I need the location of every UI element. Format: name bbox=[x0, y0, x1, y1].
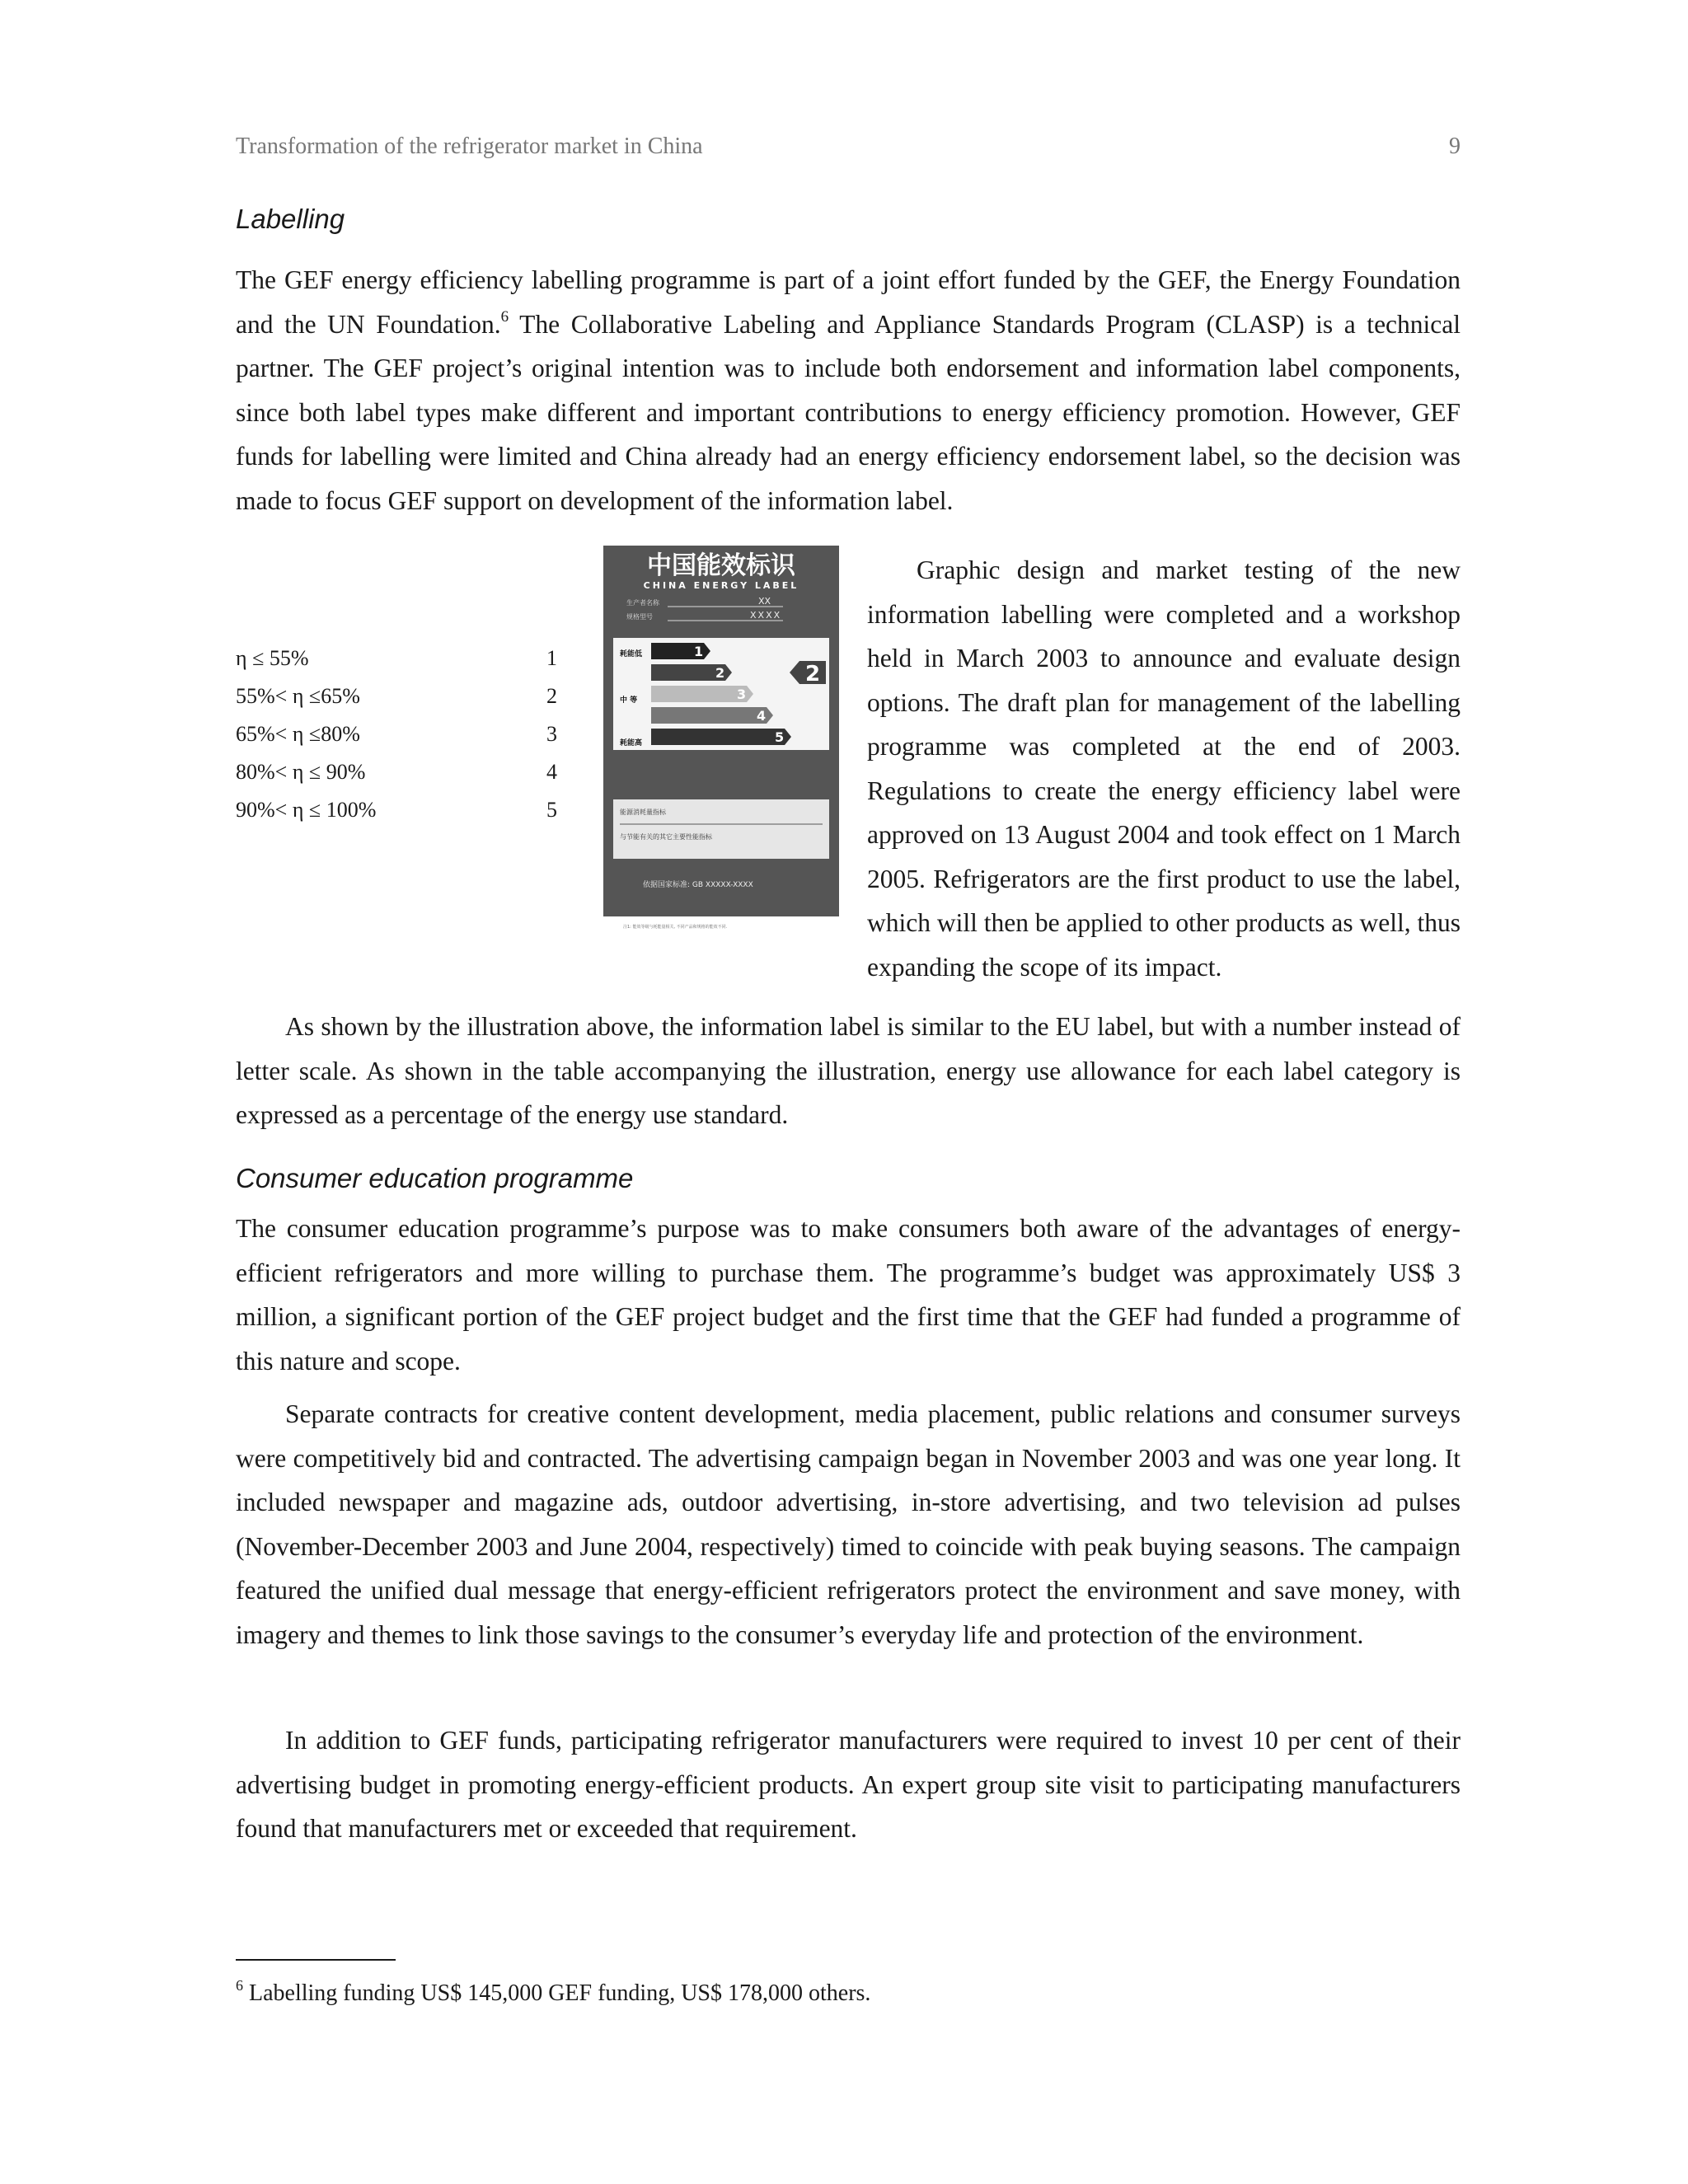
section-heading-labelling: Labelling bbox=[236, 204, 345, 234]
scale-range: 65%< η ≤80% bbox=[236, 722, 360, 746]
scale-range: 55%< η ≤65% bbox=[236, 684, 360, 708]
scale-class: 1 bbox=[546, 646, 557, 670]
page-number: 9 bbox=[1449, 134, 1461, 159]
labelling-paragraph-1 bbox=[236, 258, 1461, 523]
scale-class: 3 bbox=[546, 722, 557, 746]
labelling-paragraph-1-text-a: The GEF energy efficiency labelling programme is part of a joint effort funded by the GEF, the Energy Foundation and the UN Foundation. bbox=[236, 265, 1461, 339]
footnote-text: Labelling funding US$ 145,000 GEF funding, US$ 178,000 others. bbox=[243, 1980, 871, 2006]
grade-bar-number: 1 bbox=[694, 644, 704, 659]
document-page bbox=[236, 0, 1461, 2184]
scale-class: 5 bbox=[546, 798, 557, 822]
scale-class: 4 bbox=[546, 760, 557, 784]
label-scale-low: 耗能低 bbox=[620, 650, 643, 658]
footnote-reference[interactable]: 6 bbox=[500, 307, 509, 326]
label-title-en: CHINA ENERGY LABEL bbox=[643, 580, 799, 591]
label-scale-high: 耗能高 bbox=[620, 739, 643, 748]
grade-bar-number: 2 bbox=[715, 665, 725, 681]
consumer-paragraph-1: The consumer education programme’s purpose was to make consumers both aware of the advantages of energy-efficient refrigerators and more willing to purchase them. The programme’s budget was approximately US$ 3 million, a significant portion of the GEF project budget and the first time that the GEF had funded a programme of this nature and scope. bbox=[236, 1214, 1461, 1376]
labelling-paragraph-3: As shown by the illustration above, the information label is similar to the EU label, but with a number instead of letter scale. As shown in the table accompanying the illustration, energy use allowance for each label category is expressed as a percentage of the energy use standard. bbox=[236, 1012, 1461, 1129]
scale-range: 90%< η ≤ 100% bbox=[236, 798, 377, 822]
label-info1: 能源消耗量指标 bbox=[620, 808, 666, 816]
consumer-paragraph-2: Separate contracts for creative content development, media placement, public relations and consumer surveys were competitively bid and contracted. The advertising campaign began in November 2003 and was one year long. It included newspaper and magazine ads, outdoor advertising, in-store advertising, and two television ad pulses (November-December 2003 and June 2004, respectively) timed to coincide with peak buying seasons. The campaign featured the unified dual message that energy-efficient refrigerators protect the environment and save money, with imagery and themes to link those savings to the consumer’s everyday life and protection of the environment. bbox=[236, 1399, 1461, 1649]
label-info2: 与节能有关的其它主要性能指标 bbox=[620, 833, 712, 841]
grade-bar bbox=[651, 707, 773, 724]
grade-bar-number: 3 bbox=[737, 687, 747, 702]
labelling-paragraph-2: Graphic design and market testing of the new information labelling were completed and a workshop held in March 2003 to announce and evaluate design options. The draft plan for management of the labelling programme was completed at the end of 2003. Regulations to create the energy efficiency label were approved on 13 August 2004 and took effect on 1 March 2005. Refrigerators are the first product to use the label, which will then be applied to other products as well, thus expanding the scope of its impact. bbox=[867, 555, 1461, 982]
scale-row bbox=[236, 722, 557, 755]
labelling-paragraph-1-text-b: The Collaborative Labeling and Appliance Standards Program (CLASP) is a technical partner. The GEF project’s original intention was to include both endorsement and information label components, since both label types make different and important contributions to energy efficiency promotion. However, GEF funds for labelling were limited and China already had an energy efficiency endorsement label, so the decision was made to focus GEF support on development of the information label. bbox=[236, 309, 1461, 515]
label-standard: 依据国家标准: GB XXXXX-XXXX bbox=[643, 881, 753, 889]
scale-range: 80%< η ≤ 90% bbox=[236, 760, 366, 784]
scale-row bbox=[236, 646, 557, 679]
grade-bar-number: 5 bbox=[775, 729, 785, 745]
label-note1: 注1: 能效等级与耗能量相关, 不同产品和规格的能效不同. bbox=[623, 925, 728, 930]
section-heading-consumer-education: Consumer education programme bbox=[236, 1163, 634, 1193]
label-field1-label: 生产者名称 bbox=[626, 599, 659, 607]
grade-bar-number: 4 bbox=[757, 708, 767, 724]
consumer-paragraph-3: In addition to GEF funds, participating refrigerator manufacturers were required to invest 10 per cent of their advertising budget in promoting energy-efficient products. An expert group site visit to participating manufacturers found that manufacturers met or exceeded that requirement. bbox=[236, 1726, 1461, 1843]
scale-row bbox=[236, 684, 557, 717]
label-scale-mid: 中 等 bbox=[620, 696, 638, 705]
grade-bar bbox=[651, 729, 791, 745]
label-title-cn: 中国能效标识 bbox=[647, 551, 795, 580]
footnote-separator bbox=[236, 1959, 396, 1961]
label-field2-label: 规格型号 bbox=[626, 613, 653, 621]
current-grade-number: 2 bbox=[804, 662, 821, 687]
scale-range: η ≤ 55% bbox=[236, 646, 309, 670]
running-title: Transformation of the refrigerator market in China bbox=[236, 134, 703, 159]
china-energy-label-image bbox=[602, 544, 844, 930]
label-field2-value: XXXX bbox=[750, 610, 782, 621]
footnote bbox=[236, 1977, 871, 2007]
scale-row bbox=[236, 760, 557, 793]
label-field1-value: XX bbox=[758, 596, 771, 607]
footnote-number: 6 bbox=[236, 1977, 243, 1994]
scale-row bbox=[236, 798, 557, 831]
scale-class: 2 bbox=[546, 684, 557, 708]
